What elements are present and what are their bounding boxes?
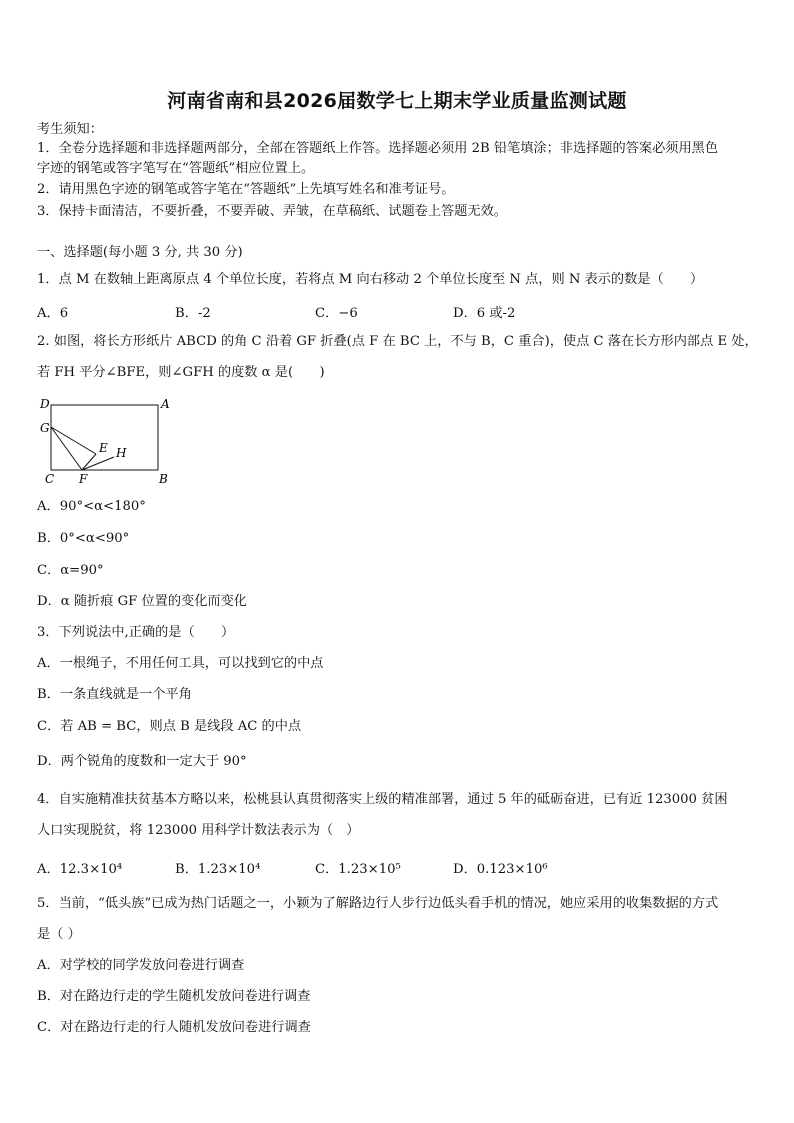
exam-title: 河南省南和县2026届数学七上期末学业质量监测试题 <box>167 90 627 112</box>
segment-gf <box>51 427 82 470</box>
notice-heading: 考生须知： <box>37 122 103 137</box>
label-h: H <box>116 446 127 460</box>
q2-option-c: C．α=90° <box>37 563 104 578</box>
q3-option-c: C．若 AB = BC，则点 B 是线段 AC 的中点 <box>37 719 302 734</box>
q5-option-c: C．对在路边行走的行人随机发放问卷进行调查 <box>37 1020 311 1035</box>
label-c: C <box>45 472 55 486</box>
question-2-stem-line-1: 2. 如图，将长方形纸片 ABCD 的角 C 沿着 GF 折叠(点 F 在 BC 上，不与 B，C 重合)，使点 C 落在长方形内部点 E 处， <box>37 334 758 349</box>
segment-ge <box>51 427 96 454</box>
question-5-stem-line-1: 5．当前，“低头族”已成为热门话题之一，小颖为了解路边行人步行边低头看手机的情况，她应采用的收集数据的方式 <box>37 896 719 911</box>
q3-option-d: D．两个锐角的度数和一定大于 90° <box>37 754 247 769</box>
label-f: F <box>79 472 88 486</box>
segment-fh <box>82 457 114 470</box>
q3-option-a: A．一根绳子，不用任何工具，可以找到它的中点 <box>37 656 324 671</box>
label-e: E <box>99 441 108 455</box>
rectangle-abcd <box>51 405 158 470</box>
q3-option-b: B．一条直线就是一个平角 <box>37 687 192 702</box>
question-1-stem: 1．点 M 在数轴上距离原点 4 个单位长度，若将点 M 向右移动 2 个单位长度至 N 点，则 N 表示的数是（ ） <box>37 272 704 287</box>
label-a: A <box>161 397 170 411</box>
notice-line-2: 字迹的钢笔或答字笔写在“答题纸”相应位置上。 <box>37 161 315 176</box>
question-3-stem: 3．下列说法中,正确的是（ ） <box>37 625 235 640</box>
q1-option-a: A．6 <box>37 306 69 321</box>
q1-option-c: C．−6 <box>315 306 358 321</box>
q4-option-d: D．0.123×10⁶ <box>453 862 548 877</box>
question-2-figure <box>37 394 177 492</box>
q1-option-b: B．-2 <box>175 306 211 321</box>
q2-option-b: B．0°<α<90° <box>37 531 130 546</box>
notice-line-1: 1．全卷分选择题和非选择题两部分，全部在答题纸上作答。选择题必须用 2B 铅笔填涂；非选择题的答案必须用黑色 <box>37 141 719 156</box>
section-heading: 一、选择题(每小题 3 分, 共 30 分) <box>37 245 243 260</box>
q5-option-a: A．对学校的同学发放问卷进行调查 <box>37 958 245 973</box>
q2-option-a: A．90°<α<180° <box>37 499 146 514</box>
question-1-options <box>37 302 757 320</box>
question-4-stem-line-1: 4．自实施精准扶贫基本方略以来，松桃县认真贯彻落实上级的精准部署，通过 5 年的砥砺奋进，已有近 123000 贫困 <box>37 792 728 807</box>
q5-option-b: B．对在路边行走的学生随机发放问卷进行调查 <box>37 989 311 1004</box>
notice-line-4: 3．保持卡面清洁，不要折叠，不要弄破、弄皱，在草稿纸、试题卷上答题无效。 <box>37 204 507 219</box>
q2-option-d: D．α 随折痕 GF 位置的变化而变化 <box>37 594 247 609</box>
notice-line-3: 2．请用黑色字迹的钢笔或答字笔在“答题纸”上先填写姓名和准考证号。 <box>37 182 455 197</box>
label-g: G <box>40 421 50 435</box>
question-4-options <box>37 858 757 876</box>
q1-option-d: D．6 或-2 <box>453 306 516 321</box>
rectangle-fold-diagram <box>37 394 177 488</box>
question-4-stem-line-2: 人口实现脱贫，将 123000 用科学计数法表示为（ ） <box>37 823 360 838</box>
question-5-stem-line-2: 是（ ） <box>37 927 81 942</box>
label-d: D <box>40 397 50 411</box>
question-2-stem-line-2: 若 FH 平分∠BFE，则∠GFH 的度数 α 是( ) <box>37 365 325 380</box>
q4-option-c: C．1.23×10⁵ <box>315 862 401 877</box>
q4-option-b: B．1.23×10⁴ <box>175 862 261 877</box>
label-b: B <box>159 472 168 486</box>
q4-option-a: A．12.3×10⁴ <box>37 862 123 877</box>
